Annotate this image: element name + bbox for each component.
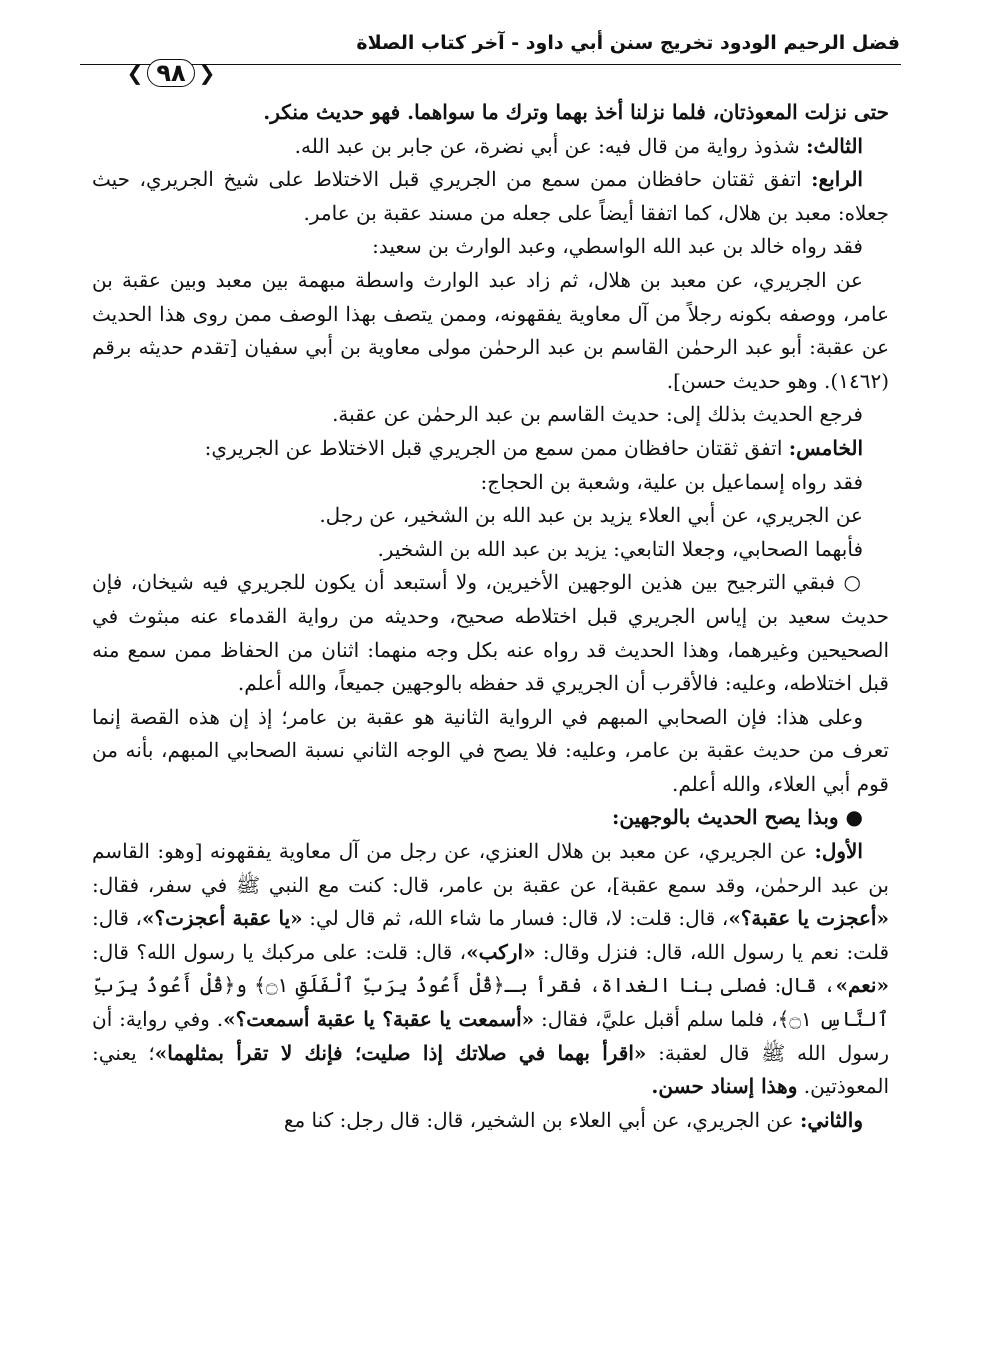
label-fourth: الرابع: (811, 167, 863, 192)
page-number: ٩٨ (147, 59, 194, 87)
paragraph-14-verdict: وهذا إسناد حسن. (651, 1074, 798, 1099)
paragraph-3-text: اتفق ثقتان حافظان ممن سمع من الجريري قبل الاختلاط على شيخ الجريري، حيث جعلاه: معبد بن هلال، كما اتفقا أيضاً على جعله من مسند عقبة بن عامر. (92, 167, 889, 225)
paragraph-3 (92, 163, 889, 230)
paragraph-9: عن الجريري، عن أبي العلاء يزيد بن عبد الله بن الشخير، عن رجل. (319, 503, 863, 528)
label-second: والثاني: (799, 1107, 863, 1132)
page-number-frame (96, 58, 246, 88)
paragraph-11-text: فبقي الترجيح بين هذين الوجهين الأخيرين، ولا أستبعد أن يكون للجريري فيه شيخان، فإن حديث سعيد بن إياس الجريري قبل اختلاطه صحيح، وحديثه من رواية القدماء عنه مبثوث في الصحيحين وغيرهما، وهذا الحديث قد رواه عنه بكل وجه منهما: اثنان من الحفاظ ممن سمع منه قبل اختلاطه، وعليه: فالأقرب أن الجريري قد حفظه بالوجهين جميعاً، والله أعلم. (92, 570, 889, 696)
paragraph-12: وعلى هذا: فإن الصحابي المبهم في الرواية الثانية هو عقبة بن عامر؛ إذ إن هذه القصة إنما تعرف من حديث عقبة بن عامر، وعليه: فلا يصح في الوجه الثاني نسبة الصحابي المبهم، بأنه من قوم أبي العلاء، والله أعلم. (92, 704, 889, 796)
quote-5: «أسمعت يا عقبة؟ يا عقبة أسمعت؟» (223, 1007, 535, 1032)
ornament-right-icon: ❯ (198, 61, 216, 85)
paragraph-14-a: عن الجريري، عن معبد بن هلال العنزي، عن رجل من آل معاوية يفقهونه [وهو: القاسم بن عبد الرحمٰن، وقد سمع عقبة]، عن عقبة بن عامر، قال: كنت مع النبي ﷺ في سفر، فقال: (92, 839, 889, 897)
label-fifth: الخامس: (788, 435, 863, 460)
paragraph-8: فقد رواه إسماعيل بن علية، وشعبة بن الحجاج: (480, 469, 863, 494)
paragraph-7-text: اتفق ثقتان حافظان ممن سمع من الجريري قبل الاختلاط عن الجريري: (204, 435, 783, 460)
page-body (92, 96, 889, 1137)
paragraph-14 (92, 835, 889, 1104)
paragraph-13 (92, 801, 889, 835)
paragraph-15 (92, 1104, 889, 1138)
quote-2: «يا عقبة أعجزت؟» (141, 906, 303, 931)
label-first: الأول: (814, 839, 863, 864)
paragraph-7 (92, 432, 889, 466)
paragraph-14-f: . وفي رواية: أن رسول الله ﷺ قال لعقبة: (92, 1007, 889, 1065)
paragraph-11 (92, 566, 889, 700)
quote-4: «نعم» (835, 973, 889, 998)
quote-6: «اقرأ بهما في صلاتك إذا صليت؛ فإنك لا تقرأ بمثلهما» (154, 1040, 647, 1065)
ornament-left-icon: ❮ (126, 61, 144, 85)
paragraph-14-b: ، قال: قلت: لا، قال: فسار ما شاء الله، ثم قال لي: (302, 906, 729, 931)
paragraph-5: عن الجريري، عن معبد بن هلال، ثم زاد عبد الوارث واسطة مبهمة بين معبد وبين عقبة بن عامر، ووصفه بكونه رجلاً من آل معاوية يفقهونه، وممن يتصف بهذا الوصف ممن روى هذا الحديث عن عقبة: أبو عبد الرحمٰن القاسم بن عبد الرحمٰن مولى معاوية بن أبي سفيان [تقدم حديثه برقم (١٤٦٢). وهو حديث حسن]. (92, 267, 889, 393)
paragraph-10: فأبهما الصحابي، وجعلا التابعي: يزيد بن عبد الله بن الشخير. (377, 536, 863, 561)
paragraph-4: فقد رواه خالد بن عبد الله الواسطي، وعبد الوارث بن سعيد: (372, 234, 863, 259)
paragraph-6: فرجع الحديث بذلك إلى: حديث القاسم بن عبد الرحمٰن عن عقبة. (332, 402, 863, 427)
quote-1: «أعجزت يا عقبة؟» (728, 906, 889, 931)
paragraph-14-e: ، قال: فصلى بنا الغداة، فقرأ بـ﴿قُلْ أَعُوذُ بِرَبِّ ٱلْفَلَقِ ۝١﴾ و﴿قُلْ أَعُوذُ بِرَبِّ ٱلنَّاسِ ۝١﴾، فلما سلم أقبل عليَّ، فقال: (92, 973, 889, 1032)
label-third: الثالث: (806, 133, 863, 158)
paragraph-14-c: ، قال: قلت: نعم يا رسول الله، قال: فنزل وقال: (92, 906, 889, 964)
quote-3: «اركب» (466, 939, 536, 964)
section-heading: وبذا يصح الحديث بالوجهين: (612, 805, 839, 830)
paragraph-14-g: ؛ يعني: المعوذتين. (92, 1040, 889, 1099)
paragraph-14-d: ، قال: قلت: على مركبك يا رسول الله؟ قال: (92, 939, 467, 964)
dot-bullet-icon: ● (845, 805, 863, 830)
paragraph-1: حتى نزلت المعوذتان، فلما نزلنا أخذ بهما وترك ما سواهما. فهو حديث منكر. (263, 100, 889, 124)
running-title: فضل الرحيم الودود تخريج سنن أبي داود - آخر كتاب الصلاة (356, 32, 900, 54)
paragraph-2 (92, 130, 889, 164)
paragraph-2-text: شذوذ رواية من قال فيه: عن أبي نضرة، عن جابر بن عبد الله. (294, 133, 800, 158)
circle-bullet-icon: ○ (843, 570, 863, 595)
paragraph-15-text: عن الجريري، عن أبي العلاء بن الشخير، قال: قال رجل: كنا مع (283, 1107, 794, 1132)
